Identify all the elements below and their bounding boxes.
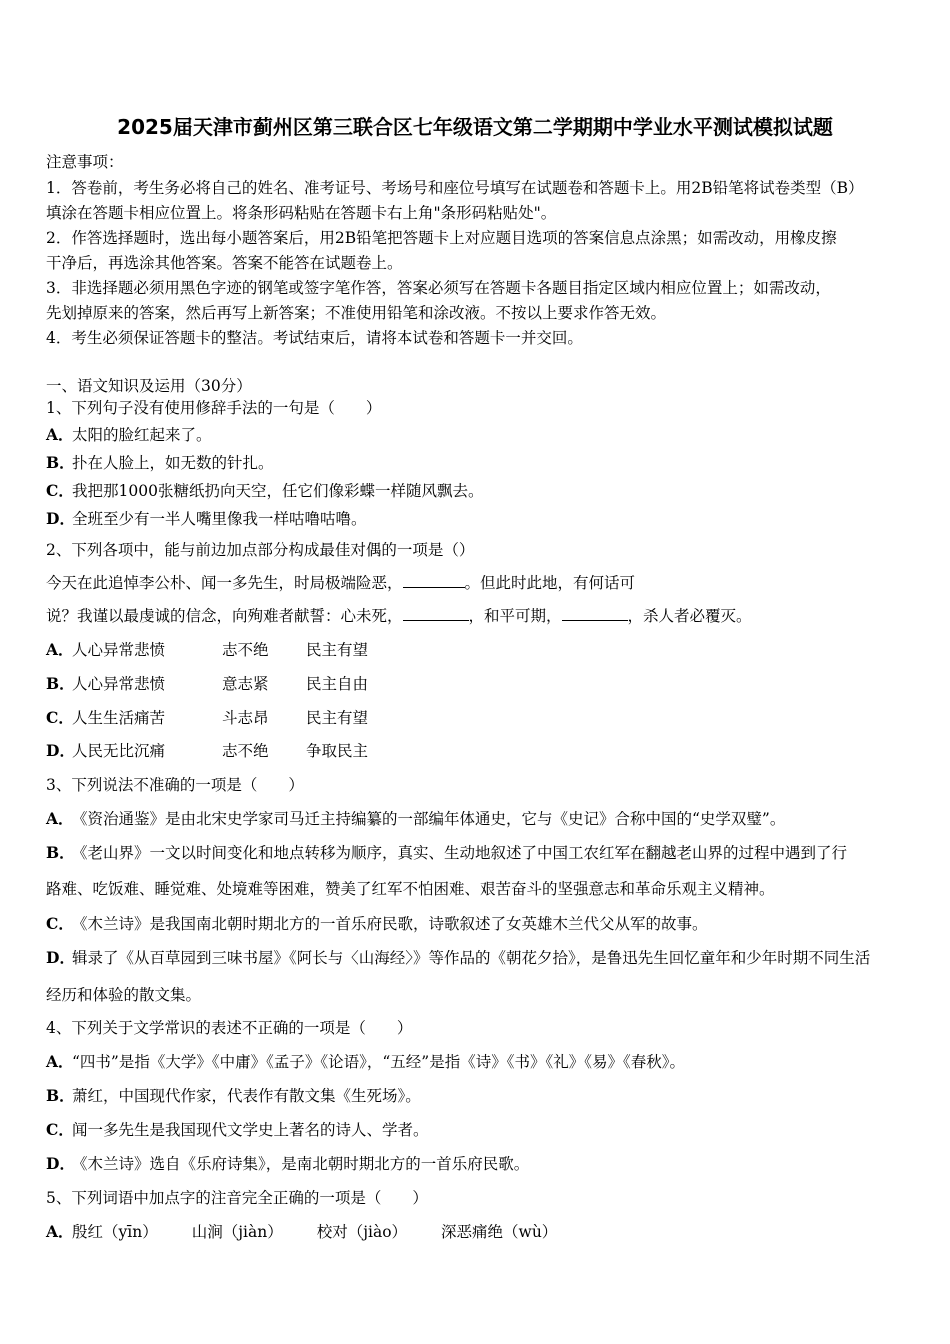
option-letter: D． — [46, 509, 75, 528]
option-letter: B． — [46, 843, 75, 862]
option-part: 斗志昂 — [222, 709, 269, 727]
notice-line: 干净后，再选涂其他答案。答案不能答在试题卷上。 — [46, 254, 403, 272]
option-letter: B． — [46, 674, 75, 693]
notice-line: 2．作答选择题时，选出每小题答案后，用2B铅笔把答题卡上对应题目选项的答案信息点涂黑；如需改动，用橡皮擦 — [46, 229, 837, 247]
option-letter: C． — [46, 914, 74, 933]
option-letter: B． — [46, 1086, 75, 1105]
option-d — [46, 1154, 529, 1174]
option-part: 志不绝 — [222, 641, 269, 659]
passage-text: 。但此时此地，有何话可 — [464, 574, 636, 592]
fill-blank — [403, 573, 465, 588]
passage-line — [46, 573, 635, 593]
passage-text: ，杀人者必覆灭。 — [627, 607, 752, 625]
fill-blank — [562, 606, 628, 621]
option-part: 人民无比沉痛 — [72, 742, 166, 760]
option-text: 《资治通鉴》是由北宋史学家司马迁主持编纂的一部编年体通史，它与《史记》合称中国的“史学双璧”。 — [72, 810, 786, 828]
option-letter: A． — [46, 809, 74, 828]
option-part: 人心异常悲愤 — [72, 675, 166, 693]
option-letter: C． — [46, 481, 74, 500]
word-item: 山涧（jiàn） — [191, 1223, 283, 1241]
option-c — [46, 1120, 429, 1140]
question-stem: 2、下列各项中，能与前边加点部分构成最佳对偶的一项是（） — [46, 541, 475, 559]
option-part: 志不绝 — [222, 742, 269, 760]
option-text: 萧红，中国现代作家，代表作有散文集《生死场》。 — [72, 1087, 421, 1105]
option-part: 人心异常悲愤 — [72, 641, 166, 659]
option-text: 《木兰诗》选自《乐府诗集》，是南北朝时期北方的一首乐府民歌。 — [72, 1155, 530, 1173]
option-c — [46, 708, 368, 728]
option-text: 闻一多先生是我国现代文学史上著名的诗人、学者。 — [72, 1121, 429, 1139]
option-d — [46, 948, 870, 968]
option-letter: A． — [46, 1222, 74, 1241]
notice-line: 先划掉原来的答案，然后再写上新答案；不准使用铅笔和涂改液。不按以上要求作答无效。 — [46, 304, 667, 322]
notice-line: 4．考生必须保证答题卡的整洁。考试结束后，请将本试卷和答题卡一并交回。 — [46, 329, 583, 347]
passage-line — [46, 606, 752, 626]
option-letter: D． — [46, 741, 75, 760]
word-item: 深恶痛绝（wù） — [441, 1223, 558, 1241]
option-a — [46, 1222, 557, 1242]
question-stem: 1、下列句子没有使用修辞手法的一句是（ ） — [46, 399, 382, 417]
question-stem: 4、下列关于文学常识的表述不正确的一项是（ ） — [46, 1019, 413, 1037]
question-stem: 5、下列词语中加点字的注音完全正确的一项是（ ） — [46, 1189, 428, 1207]
option-a — [46, 425, 212, 445]
option-a — [46, 1052, 685, 1072]
option-b-cont: 路难、吃饭难、睡觉难、处境难等困难，赞美了红军不怕困难、艰苦奋斗的坚强意志和革命乐观主义精神。 — [46, 880, 775, 898]
option-part: 民主自由 — [306, 675, 369, 693]
option-b — [46, 674, 368, 694]
option-text: 《老山界》一文以时间变化和地点转移为顺序，真实、生动地叙述了中国工农红军在翻越老山界的过程中遇到了行 — [72, 844, 848, 862]
notice-line: 1．答卷前，考生务必将自己的姓名、准考证号、考场号和座位号填写在试题卷和答题卡上。用2B铅笔将试卷类型（B） — [46, 179, 864, 197]
notice-line: 填涂在答题卡相应位置上。将条形码粘贴在答题卡右上角"条形码粘贴处"。 — [46, 204, 557, 222]
option-part: 争取民主 — [306, 742, 369, 760]
option-text: 辑录了《从百草园到三味书屋》《阿长与〈山海经〉》等作品的《朝花夕拾》，是鲁迅先生回忆童年和少年时期不同生活 — [72, 949, 871, 967]
option-c — [46, 481, 483, 501]
word-item: 校对（jiào） — [316, 1223, 408, 1241]
passage-text: 说？我谨以最虔诚的信念，向殉难者献誓：心未死， — [46, 607, 403, 625]
page-title: 2025届天津市蓟州区第三联合区七年级语文第二学期期中学业水平测试模拟试题 — [117, 115, 833, 139]
option-letter: B． — [46, 453, 75, 472]
option-part: 民主有望 — [306, 709, 369, 727]
option-letter: A． — [46, 640, 74, 659]
option-part: 意志紧 — [222, 675, 269, 693]
option-text: 我把那1000张糖纸扔向天空，任它们像彩蝶一样随风飘去。 — [72, 482, 484, 500]
option-text: 《木兰诗》是我国南北朝时期北方的一首乐府民歌，诗歌叙述了女英雄木兰代父从军的故事。 — [72, 915, 708, 933]
option-c — [46, 914, 708, 934]
option-part: 民主有望 — [306, 641, 369, 659]
option-d — [46, 509, 367, 529]
option-b — [46, 1086, 421, 1106]
option-letter: A． — [46, 425, 74, 444]
option-d — [46, 741, 368, 761]
option-d-cont: 经历和体验的散文集。 — [46, 986, 202, 1004]
section-heading: 一、语文知识及运用（30分） — [46, 377, 252, 395]
notice-heading: 注意事项： — [46, 153, 124, 171]
option-letter: A． — [46, 1052, 74, 1071]
word-item: 殷红（yīn） — [72, 1223, 158, 1241]
option-letter: D． — [46, 948, 75, 967]
option-b — [46, 453, 274, 473]
option-a — [46, 640, 368, 660]
passage-text: ，和平可期， — [468, 607, 562, 625]
option-letter: D． — [46, 1154, 75, 1173]
option-text: 全班至少有一半人嘴里像我一样咕噜咕噜。 — [72, 510, 367, 528]
option-b — [46, 843, 847, 863]
question-stem: 3、下列说法不准确的一项是（ ） — [46, 776, 304, 794]
option-text: 扑在人脸上，如无数的针扎。 — [72, 454, 274, 472]
option-letter: C． — [46, 708, 74, 727]
passage-text: 今天在此追悼李公朴、闻一多先生，时局极端险恶， — [46, 574, 403, 592]
notice-line: 3．非选择题必须用黑色字迹的钢笔或签字笔作答，答案必须写在答题卡各题目指定区域内相应位置上；如需改动， — [46, 279, 831, 297]
option-a — [46, 809, 785, 829]
option-letter: C． — [46, 1120, 74, 1139]
option-text: “四书”是指《大学》《中庸》《孟子》《论语》，“五经”是指《诗》《书》《礼》《易》《春秋》。 — [72, 1053, 685, 1071]
option-text: 太阳的脸红起来了。 — [72, 426, 212, 444]
option-part: 人生生活痛苦 — [72, 709, 166, 727]
fill-blank — [403, 606, 469, 621]
